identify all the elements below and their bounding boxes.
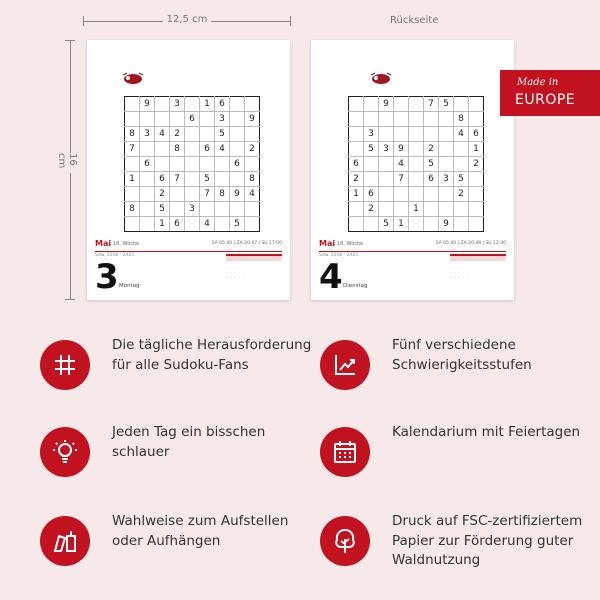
sudoku-cell: [409, 217, 424, 232]
feature-item: [320, 513, 590, 596]
sudoku-cell: 4: [155, 127, 170, 142]
sudoku-cell: [140, 202, 155, 217]
sudoku-row: [125, 112, 260, 127]
sudoku-cell: 1: [125, 172, 140, 187]
sudoku-cell: [230, 127, 245, 142]
sudoku-cell: 6: [424, 172, 439, 187]
sudoku-cell: 6: [170, 217, 185, 232]
sudoku-cell: 3: [140, 127, 155, 142]
sudoku-cell: 9: [230, 187, 245, 202]
sudoku-cell: 5: [424, 157, 439, 172]
feature-item: [40, 424, 310, 507]
sudoku-cell: [230, 202, 245, 217]
sudoku-cell: [454, 202, 469, 217]
sudoku-cell: [185, 97, 200, 112]
sudoku-cell: [170, 202, 185, 217]
sudoku-cell: [185, 172, 200, 187]
lightbulb-icon: [40, 427, 90, 477]
sudoku-cell: [454, 217, 469, 232]
back-label: Rückseite: [390, 15, 439, 26]
sudoku-cell: [424, 112, 439, 127]
mini-calendar: [450, 254, 506, 292]
sudoku-cell: [364, 217, 379, 232]
sudoku-cell: [469, 172, 484, 187]
sudoku-cell: [364, 157, 379, 172]
sudoku-cell: [185, 127, 200, 142]
bull-logo-icon: [369, 70, 393, 86]
feature-text: Die tägliche Herausforderung für alle Sudoku-Fans: [112, 337, 312, 373]
sudoku-cell: 1: [469, 142, 484, 157]
sudoku-cell: 1: [200, 97, 215, 112]
sudoku-row: [125, 202, 260, 217]
calendar-subline: Sdw. 2016 · 2025: [95, 253, 135, 258]
sudoku-cell: [454, 142, 469, 157]
sudoku-cell: 9: [140, 97, 155, 112]
sudoku-cell: [140, 217, 155, 232]
sudoku-cell: [349, 142, 364, 157]
mini-calendar-rows: · · · · · · · · · · · · · · · · · · · · · · · · · · · ·: [450, 261, 468, 280]
sudoku-cell: [424, 217, 439, 232]
sudoku-cell: 8: [170, 142, 185, 157]
sudoku-cell: 9: [394, 142, 409, 157]
feature-item: [320, 424, 590, 507]
width-dimension: [83, 14, 291, 28]
calendar-header: [95, 241, 282, 252]
sudoku-cell: [140, 187, 155, 202]
sudoku-row: [349, 97, 484, 112]
sudoku-cell: 2: [454, 187, 469, 202]
feature-item: [40, 513, 310, 596]
sun-times: SA 05:40 | ZA 20:47 | SU 17:00: [211, 241, 282, 246]
sudoku-cell: [394, 112, 409, 127]
sudoku-cell: [245, 202, 260, 217]
sudoku-cell: [409, 127, 424, 142]
sudoku-cell: 9: [245, 112, 260, 127]
sudoku-cell: [409, 157, 424, 172]
sudoku-cell: [200, 157, 215, 172]
day-number: 3: [95, 257, 119, 297]
sudoku-row: [125, 157, 260, 172]
sudoku-grid: [124, 96, 260, 232]
sudoku-cell: 3: [439, 172, 454, 187]
sudoku-cell: 3: [185, 202, 200, 217]
sudoku-cell: [379, 127, 394, 142]
sudoku-cell: [379, 202, 394, 217]
sudoku-cell: 5: [155, 202, 170, 217]
sudoku-cell: 5: [215, 127, 230, 142]
day-name: Dienstag: [343, 283, 368, 289]
sudoku-cell: [424, 202, 439, 217]
sudoku-cell: 6: [155, 172, 170, 187]
sudoku-cell: [379, 187, 394, 202]
mini-calendar-rows: · · · · · · · · · · · · · · · · · · · · · · · · · · · ·: [226, 261, 244, 280]
sudoku-cell: [409, 97, 424, 112]
sudoku-cell: [454, 157, 469, 172]
sudoku-cell: 1: [394, 217, 409, 232]
sudoku-cell: 6: [349, 157, 364, 172]
month-label: Mai: [95, 239, 112, 248]
sudoku-row: [349, 157, 484, 172]
sudoku-cell: [200, 127, 215, 142]
sudoku-cell: [469, 97, 484, 112]
sudoku-cell: 6: [230, 157, 245, 172]
sudoku-cell: 7: [424, 97, 439, 112]
sudoku-row: [125, 187, 260, 202]
sudoku-row: [349, 217, 484, 232]
sudoku-cell: 8: [125, 127, 140, 142]
sudoku-cell: [155, 97, 170, 112]
day-number: 4: [319, 257, 343, 297]
sudoku-cell: [424, 187, 439, 202]
sudoku-cell: 8: [215, 187, 230, 202]
sudoku-cell: 7: [170, 172, 185, 187]
sudoku-row: [349, 172, 484, 187]
stand-hang-icon: [40, 516, 90, 566]
sudoku-cell: [439, 202, 454, 217]
sudoku-cell: [215, 217, 230, 232]
sudoku-cell: 2: [155, 187, 170, 202]
sudoku-cell: [379, 172, 394, 187]
sudoku-cell: 4: [454, 127, 469, 142]
sudoku-cell: [439, 127, 454, 142]
day-name: Montag: [119, 283, 140, 289]
made-in-europe-badge: [500, 70, 600, 116]
feature-text: Druck auf FSC-zertifiziertem Papier zur Förderung guter Waldnutzung: [392, 513, 583, 568]
sudoku-cell: 5: [364, 142, 379, 157]
sudoku-cell: [155, 142, 170, 157]
sudoku-cell: [170, 112, 185, 127]
sudoku-cell: 7: [125, 142, 140, 157]
calendar-page-back: [311, 40, 514, 300]
sudoku-cell: [125, 157, 140, 172]
sudoku-cell: [394, 127, 409, 142]
bull-logo-icon: [121, 70, 145, 86]
sudoku-cell: 5: [454, 172, 469, 187]
sudoku-cell: 2: [349, 172, 364, 187]
sudoku-cell: [155, 112, 170, 127]
sudoku-cell: 3: [364, 127, 379, 142]
height-label: 16 cm: [54, 153, 80, 173]
sudoku-cell: 5: [200, 172, 215, 187]
sudoku-cell: [439, 142, 454, 157]
sudoku-cell: [215, 172, 230, 187]
sudoku-cell: [185, 187, 200, 202]
sudoku-row: [125, 172, 260, 187]
sudoku-row: [349, 202, 484, 217]
sudoku-cell: 6: [469, 127, 484, 142]
sudoku-cell: [394, 97, 409, 112]
sudoku-cell: [125, 112, 140, 127]
sudoku-cell: 4: [200, 217, 215, 232]
sudoku-grid: [348, 96, 484, 232]
sudoku-cell: 3: [170, 97, 185, 112]
badge-line1: Made in: [517, 77, 559, 88]
sudoku-cell: [349, 127, 364, 142]
sudoku-cell: 7: [200, 187, 215, 202]
sudoku-cell: [245, 157, 260, 172]
feature-text: Kalendarium mit Feiertagen: [392, 424, 581, 440]
sudoku-cell: 6: [185, 112, 200, 127]
sudoku-cell: [379, 157, 394, 172]
sudoku-cell: 9: [439, 217, 454, 232]
sudoku-cell: 2: [170, 127, 185, 142]
sudoku-cell: 1: [155, 217, 170, 232]
sudoku-cell: [469, 217, 484, 232]
sudoku-cell: [394, 202, 409, 217]
sudoku-cell: [439, 187, 454, 202]
sudoku-cell: [439, 157, 454, 172]
sudoku-cell: [125, 97, 140, 112]
height-dimension: [56, 40, 78, 300]
hash-icon: [40, 340, 90, 390]
sudoku-cell: [200, 202, 215, 217]
sudoku-cell: 6: [200, 142, 215, 157]
sudoku-cell: [394, 187, 409, 202]
sudoku-cell: [469, 187, 484, 202]
sudoku-row: [349, 112, 484, 127]
sudoku-cell: [454, 97, 469, 112]
sudoku-cell: [349, 202, 364, 217]
sudoku-cell: [469, 112, 484, 127]
sudoku-cell: [185, 217, 200, 232]
feature-text: Wahlweise zum Aufstellen oder Aufhängen: [112, 513, 289, 549]
sudoku-cell: [215, 202, 230, 217]
sudoku-cell: [140, 172, 155, 187]
sudoku-cell: 5: [439, 97, 454, 112]
sudoku-cell: [245, 217, 260, 232]
sudoku-cell: [349, 112, 364, 127]
sudoku-cell: [349, 217, 364, 232]
sudoku-row: [349, 187, 484, 202]
sudoku-cell: [185, 157, 200, 172]
sudoku-cell: [364, 172, 379, 187]
sudoku-cell: 8: [454, 112, 469, 127]
sudoku-cell: 2: [469, 157, 484, 172]
badge-line2: EUROPE: [515, 92, 576, 108]
sudoku-cell: 8: [245, 172, 260, 187]
sudoku-cell: 6: [364, 187, 379, 202]
sudoku-cell: [424, 127, 439, 142]
calendar-page-front: [87, 40, 290, 300]
sudoku-cell: 2: [424, 142, 439, 157]
sudoku-cell: 2: [245, 142, 260, 157]
sudoku-cell: [230, 172, 245, 187]
sudoku-cell: 6: [215, 97, 230, 112]
feature-text: Jeden Tag ein bisschen schlauer: [112, 424, 266, 460]
week-label: 18. Woche: [113, 241, 140, 247]
sudoku-cell: 4: [215, 142, 230, 157]
sudoku-cell: 5: [230, 217, 245, 232]
sudoku-cell: [125, 187, 140, 202]
sudoku-cell: [364, 112, 379, 127]
sudoku-row: [349, 127, 484, 142]
mini-calendar: [226, 254, 282, 292]
sudoku-row: [349, 142, 484, 157]
sudoku-cell: [364, 97, 379, 112]
sudoku-cell: [409, 172, 424, 187]
sudoku-cell: [379, 112, 394, 127]
sudoku-row: [125, 127, 260, 142]
sudoku-row: [125, 142, 260, 157]
calendar-header: [319, 241, 506, 252]
month-label: Mai: [319, 239, 336, 248]
feature-text: Fünf verschiedene Schwierigkeitsstufen: [392, 337, 532, 373]
sun-times: SA 05:40 | ZA 20:48 | SU 12:40: [435, 241, 506, 246]
sudoku-cell: 1: [409, 202, 424, 217]
sudoku-cell: [215, 157, 230, 172]
sudoku-cell: [140, 112, 155, 127]
sudoku-cell: 7: [394, 172, 409, 187]
chart-arrow-icon: [320, 340, 370, 390]
sudoku-cell: [349, 97, 364, 112]
sudoku-cell: [245, 127, 260, 142]
sudoku-cell: [140, 142, 155, 157]
calendar-subline: Sdw. 2016 · 2025: [319, 253, 359, 258]
sudoku-cell: 6: [140, 157, 155, 172]
sudoku-row: [125, 97, 260, 112]
sudoku-cell: [170, 187, 185, 202]
sudoku-cell: [230, 112, 245, 127]
tree-icon: [320, 516, 370, 566]
sudoku-cell: [125, 217, 140, 232]
sudoku-cell: [469, 202, 484, 217]
sudoku-cell: [245, 97, 260, 112]
sudoku-cell: [170, 157, 185, 172]
feature-item: [320, 337, 590, 420]
sudoku-cell: [409, 187, 424, 202]
sudoku-cell: [155, 157, 170, 172]
calendar-icon: [320, 427, 370, 477]
week-label: 18. Woche: [337, 241, 364, 247]
sudoku-cell: 4: [245, 187, 260, 202]
sudoku-cell: [185, 142, 200, 157]
sudoku-cell: [200, 112, 215, 127]
sudoku-cell: [409, 112, 424, 127]
sudoku-cell: 8: [125, 202, 140, 217]
sudoku-cell: 3: [215, 112, 230, 127]
sudoku-cell: [439, 112, 454, 127]
sudoku-cell: 5: [379, 217, 394, 232]
sudoku-cell: [409, 142, 424, 157]
feature-item: [40, 337, 312, 420]
sudoku-cell: 3: [379, 142, 394, 157]
width-label: 12,5 cm: [163, 14, 212, 25]
sudoku-cell: [230, 142, 245, 157]
sudoku-cell: 9: [379, 97, 394, 112]
sudoku-cell: 4: [394, 157, 409, 172]
sudoku-row: [125, 217, 260, 232]
sudoku-cell: 1: [349, 187, 364, 202]
sudoku-cell: [230, 97, 245, 112]
sudoku-cell: 2: [364, 202, 379, 217]
